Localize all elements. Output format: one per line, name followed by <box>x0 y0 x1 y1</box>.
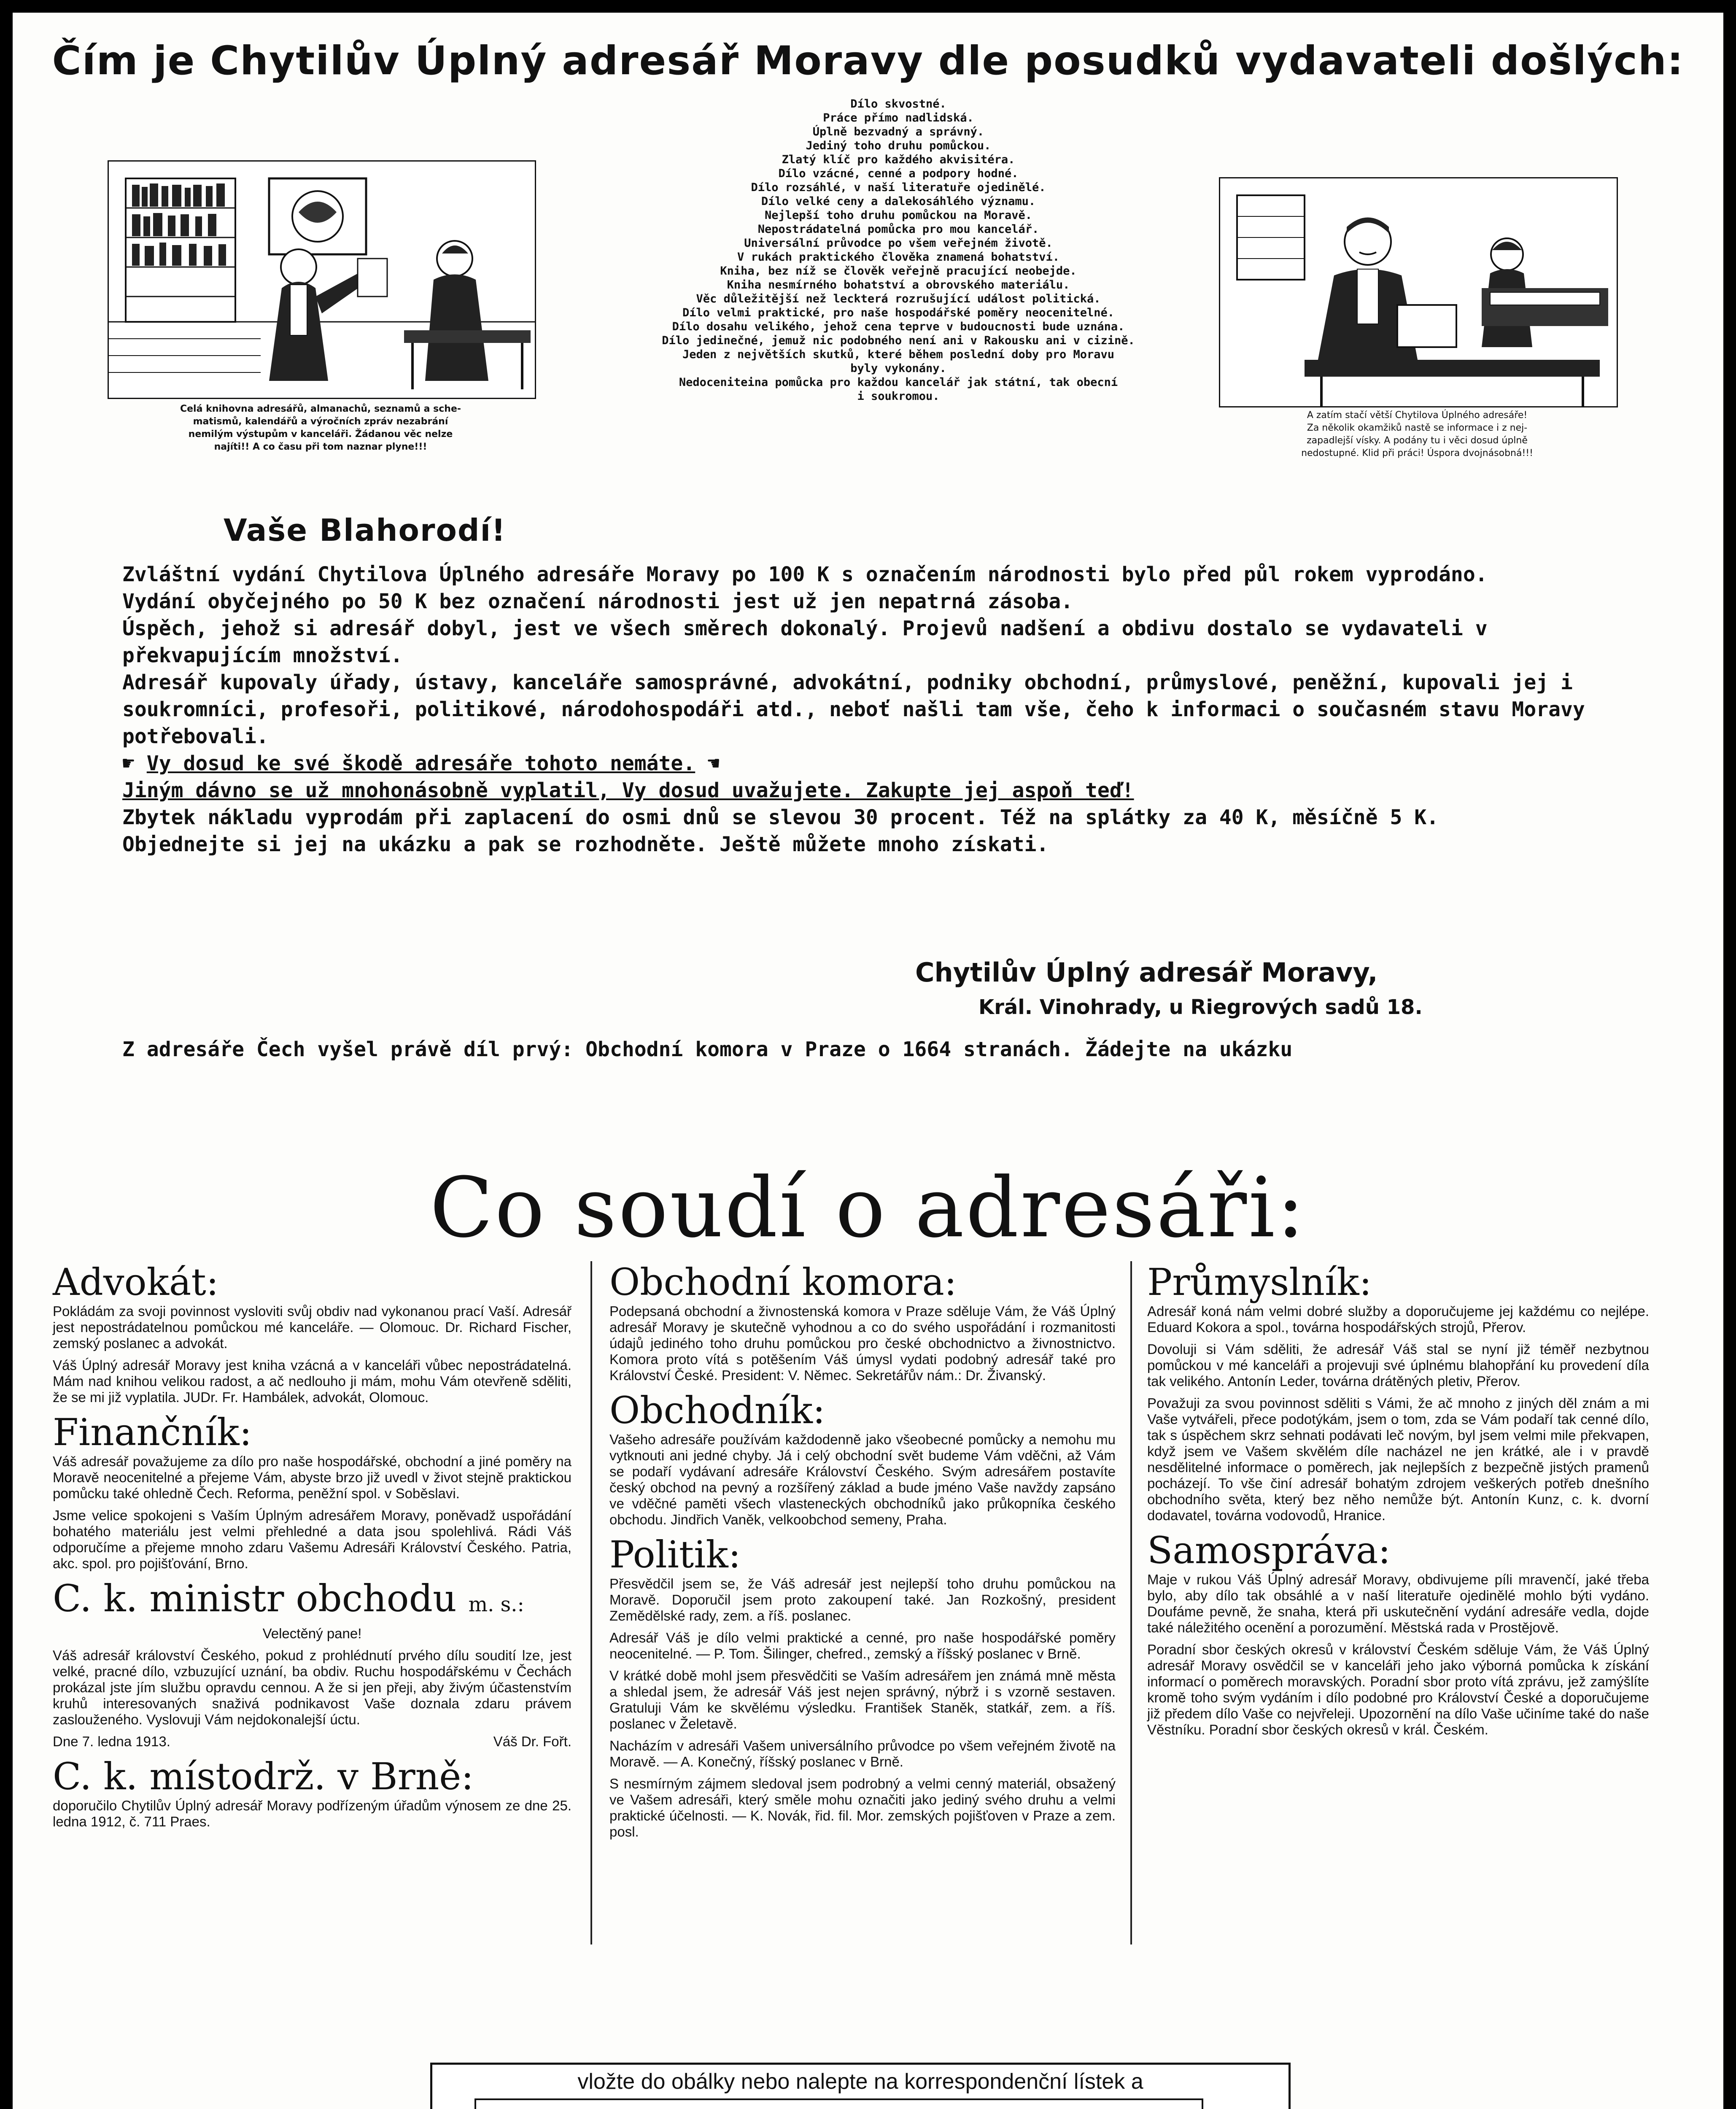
pyramid-line: Dílo vzácné, cenné a podpory hodné. <box>778 167 1019 180</box>
pointing-hand-icon: ☚ <box>695 752 720 775</box>
review-text: Váš adresář království Českého, pokud z prohlédnutí prvého dílu soudití lze, jest velké, pracné dílo, vzbuzující uznání, ba obdiv. Ruchu hospodářskému v Čechách prokázal jste jím službu opravdu cennou. A že si jen přeji, aby živým účastenstvím kruhů interesovaných snaživá podnikavost Vaše doznala zdaru právem zaslouženého. Vyslovuji Vám nejdokonalejší úctu. <box>53 1648 571 1727</box>
letter-paragraph: Vydání obyčejného po 50 K bez označení národnosti jest už jen nepatrná zásoba. <box>122 590 1073 613</box>
pyramid-line: Dílo velmi praktické, pro naše hospodářské poměry neocenitelné. <box>682 306 1115 319</box>
review-text: Nacházím v adresáři Vašem universálního průvodce po všem veřejném životě na Moravě. — A. Konečný, říšský poslanec v Brně. <box>609 1738 1116 1769</box>
review-text: Přesvědčil jsem se, že Váš adresář jest nejlepší toho druhu pomůckou na Moravě. Doporučil jsem proto zakoupení také. Jan Rozkošný, president Zemědělské rady, zem. a říš. poslanec. <box>609 1576 1116 1624</box>
letter-paragraph: Objednejte si jej na ukázku a pak se rozhodněte. Ještě můžete mnoho získati. <box>122 833 1049 856</box>
office-scene-tidy-icon <box>1220 178 1617 406</box>
pyramid-line: Kniha, bez níž se člověk veřejně pracující neobejde. <box>720 264 1077 278</box>
pyramid-line: Dílo skvostné. <box>850 97 946 111</box>
section-heading: Obchodník: <box>609 1389 825 1432</box>
order-coupon[interactable] <box>430 2063 1291 2109</box>
pyramid-line: V rukách praktického člověka znamená bohatství. <box>737 251 1059 264</box>
pyramid-line: Věc důležitější než leckterá rozrušující událost politická. <box>696 292 1101 305</box>
reviews-column-1 <box>53 1261 571 1836</box>
right-illustration <box>1219 177 1618 407</box>
section-heading: Advokát: <box>53 1260 219 1304</box>
pyramid-line: Kniha nesmírného bohatství a obrovského materiálu. <box>727 278 1070 291</box>
section-heading: Obchodní komora: <box>609 1260 957 1304</box>
review-text: V krátké době mohl jsem přesvědčiti se Vaším adresářem jen známá mně města a shledal jsem, že adresář Váš jest nejen správný, nýbrž i s vzorně sestaven. Gratuluji Vám ke skvělému výsledku. František Staněk, statkář, zem. a říš. poslanec v Želetavě. <box>609 1668 1116 1731</box>
pyramid-line: Dílo rozsáhlé, v naší literatuře ojedinělé. <box>751 181 1046 194</box>
page <box>13 13 1723 2109</box>
pyramid-line: Práce přímo nadlidská. <box>823 111 974 124</box>
review-text: doporučilo Chytilův Úplný adresář Moravy podřízeným úřadům výnosem ze dne 25. ledna 1912, č. 711 Praes. <box>53 1798 571 1829</box>
caption-line: matismů, kalendářů a výročních zpráv nezabrání <box>193 416 448 427</box>
review-text: S nesmírným zájmem sledoval jsem podrobný a velmi cenný materiál, obsažený ve Vašem adresáři, který směle mohu označiti jako jediný svého druhu a velmi praktické účelnosti. — K. Novák, řid. fil. Mor. zemských pojišťoven v Praze a zem. posl. <box>609 1776 1116 1839</box>
headline: Čím je Chytilův Úplný adresář Moravy dle posudků vydavateli došlých: <box>52 38 1684 84</box>
letter-paragraph: Zbytek nákladu vyprodám při zaplacení do osmi dnů se slevou 30 procent. Též na splátky za 40 K, měsíčně 5 K. <box>122 806 1439 829</box>
review-text: Podepsaná obchodní a živnostenská komora v Praze sděluje Vám, že Váš Úplný adresář Moravy je skutečně vyhodnou a co do svého uspořádání i rozmanitosti údajů jediného toho druhu pomůckou pro české obchodnictvo a živnostnictvo. Komora proto vítá s potěšením Váš úmysl vydati podobný adresář také pro Království České. President: V. Němec. Sekretářův nám.: Dr. Živanský. <box>609 1303 1116 1383</box>
praise-pyramid <box>540 97 1257 403</box>
pyramid-line: i soukromou. <box>857 390 940 403</box>
review-date: Dne 7. ledna 1913. <box>53 1734 170 1749</box>
review-greeting: Velectěný pane! <box>262 1626 362 1641</box>
review-text: Dovoluji si Vám sděliti, že adresář Váš stal se nyní již téměř nezbytnou pomůckou v mé kanceláři a projevuji své úplnému blahopřání ku provedení díla tak velikého. Antonín Leder, továrna drátěných pletiv, Přerov. <box>1147 1341 1649 1389</box>
pyramid-line: Zlatý klíč pro každého akvisitéra. <box>782 153 1015 166</box>
heading-suffix: m. s.: <box>468 1593 524 1616</box>
caption-line: A zatím stačí větší Chytilova Úplného adresáře! <box>1307 410 1528 421</box>
review-text: Adresář koná nám velmi dobré služby a doporučujeme jej každému co nejlépe. Eduard Kokora a spol., továrna hospodářských strojů, Přerov. <box>1147 1303 1649 1335</box>
caption-line: najíti!! A co času při tom naznar plyne!!! <box>214 442 427 452</box>
letter-warning <box>122 750 1624 777</box>
coupon-instruction: vložte do obálky nebo nalepte na korrespondenční lístek a <box>577 2069 1143 2094</box>
caption-line: Za několik okamžiků nastě se informace i z nej- <box>1307 423 1528 433</box>
pyramid-line: Universální průvodce po všem veřejném životě. <box>744 237 1053 250</box>
pyramid-line: Jeden z největších skutků, které během poslední doby pro Moravu <box>682 348 1115 361</box>
coupon-form[interactable] <box>474 2098 1203 2109</box>
column-divider <box>1130 1261 1132 1944</box>
pyramid-line: Jediný toho druhu pomůckou. <box>806 139 991 152</box>
section-heading <box>53 1578 571 1626</box>
pointing-hand-icon: ☛ <box>122 752 147 775</box>
salutation: Vaše Blahorodí! <box>224 512 507 548</box>
heading-main: C. k. ministr obchodu <box>53 1577 457 1620</box>
reviews-heading: Co soudí o adresáři: <box>430 1160 1306 1256</box>
caption-line: nedostupné. Klid při práci! Úspora dvojnásobná!!! <box>1301 448 1533 458</box>
review-text: Váš Úplný adresář Moravy jest kniha vzácná a v kanceláři vůbec nepostrádatelná. Mám nad knihou velikou radost, a ač nedlouho ji mám, mohu Vám otevřeně sděliti, že se mi již vyplatila. JUDr. Fr. Hambálek, advokát, Olomouc. <box>53 1357 571 1405</box>
pyramid-line: Dílo dosahu velikého, jehož cena teprve v budoucnosti bude uznána. <box>672 320 1125 333</box>
pyramid-line: Dílo jedinečné, jemuž nic podobného není ani v Rakousku ani v cizině. <box>662 334 1135 347</box>
pyramid-line: byly vykonány. <box>850 362 946 375</box>
caption-line: zapadlejší vísky. A podány tu i věci dosud úplně <box>1307 435 1528 446</box>
left-illustration <box>108 160 536 399</box>
review-signature: Váš Dr. Fořt. <box>493 1734 571 1749</box>
review-text: Poradní sbor českých okresů v království Českém sděluje Vám, že Váš Úplný adresář Moravy osvědčil se v kanceláři jeho jako výborná pomůcka k získání informací o poměrech moravských. Poradní sbor proto vítá zprávu, jež zamýšlíte kromě toho svým vydáním i dílo podobné pro Království České a doporučujeme již předem dílo Vaše co nejvřeleji. Upozornění na dílo Vaše učiníme také do naše Věstníku. Poradní sbor českých okresů v král. Českém. <box>1147 1642 1649 1737</box>
section-heading: Finančník: <box>53 1410 252 1454</box>
review-signoff <box>53 1734 571 1750</box>
pyramid-line: Nejlepší toho druhu pomůckou na Moravě. <box>765 209 1032 222</box>
review-text: Jsme velice spokojeni s Vaším Úplným adresářem Moravy, poněvadž uspořádání bohatého materiálu jest velmi přehledné a data jsou spolehlivá. Rádi Váš odporučíme a přejeme mnoho zdaru Vašemu Adresáři Království Českého. Patria, akc. spol. pro pojišťování, Brno. <box>53 1508 571 1571</box>
letter-paragraph: Zvláštní vydání Chytilova Úplného adresáře Moravy po 100 K s označením národnosti bylo před půl rokem vyprodáno. <box>122 563 1488 586</box>
letter-paragraph: Úspěch, jehož si adresář dobyl, jest ve všech směrech dokonalý. Projevů nadšení a obdivu dostalo se vydavateli v překvapujícím množství. <box>122 617 1488 667</box>
warning-text: Vy dosud ke své škodě adresáře tohoto nemáte. <box>146 752 695 775</box>
reviews-column-2 <box>609 1261 1116 1846</box>
letter-paragraph: Adresář kupovaly úřady, ústavy, kanceláře samosprávné, advokátní, podniky obchodní, průmyslové, peněžní, kupovali jej i soukromníci, profesoři, politikové, národohospodáři atd., neboť našli tam vše, čeho k informaci o současném stavu Moravy potřebovali. <box>122 671 1585 748</box>
office-scene-cluttered-icon <box>109 162 535 398</box>
bohemia-directory-note: Z adresáře Čech vyšel právě díl prvý: Obchodní komora v Praze o 1664 stranách. Žádejte na ukázku <box>122 1038 1293 1061</box>
review-text: Pokládám za svoji povinnost vysloviti svůj obdiv nad vykonanou prací Vaší. Adresář jest nepostrádatelnou pomůckou mé kanceláře. — Olomouc. Dr. Richard Fischer, zemský poslanec a advokát. <box>53 1303 571 1351</box>
pyramid-line: Nepostrádatelná pomůcka pro mou kancelář. <box>757 223 1039 236</box>
review-text: Váš adresář považujeme za dílo pro naše hospodářské, obchodní a jiné poměry na Moravě neocenitelné a přejeme Vám, abyste brzo již uvedl v život stejně praktickou pomůcku také ohledně Čech. Reforma, peněžní spol. v Soběslavi. <box>53 1454 571 1501</box>
letter-paragraph: Jiným dávno se už mnohonásobně vyplatil, Vy dosud uvažujete. Zakupte jej aspoň teď! <box>122 779 1134 802</box>
review-text: Maje v rukou Váš Úplný adresář Moravy, obdivujeme píli mravenčí, jaké třeba bylo, aby dílo tak obsáhlé a v naší literatuře ojedinělé mohlo býti vydáno. Doufáme pevně, že snaha, která při uskutečnění vydání adresáře vedla, dojde také náležitého ocenění a porozumění. Městská rada v Prostějově. <box>1147 1572 1649 1635</box>
caption-line: nemilým výstupům v kanceláři. Žádanou věc nelze <box>188 429 453 440</box>
right-illustration-caption <box>1210 409 1624 460</box>
section-heading: Průmyslník: <box>1147 1260 1372 1304</box>
pyramid-line: Nedoceniteina pomůcka pro každou kancelář jak státní, tak obecní <box>679 376 1118 389</box>
left-illustration-caption <box>97 403 544 453</box>
section-heading: Samospráva: <box>1147 1529 1391 1572</box>
section-heading: C. k. místodrž. v Brně: <box>53 1755 474 1798</box>
review-text: Adresář Váš je dílo velmi praktické a cenné, pro naše hospodářské poměry neocenitelné. — P. Tom. Šilinger, chefred., zemský a říšský poslanec v Brně. <box>609 1630 1116 1661</box>
publisher-signature: Chytilův Úplný adresář Moravy, <box>915 957 1378 988</box>
section-heading: Politik: <box>609 1533 741 1576</box>
letter-body <box>122 561 1624 858</box>
review-text: Považuji za svou povinnost sděliti s Vámi, že ač mnoho z jiných děl znám a mi Vaše vytvářeli, přece podotýkám, jsem o tom, zda se Vám podaří tak cenné dílo, tak s úspěchem skrz sehnati podávati leč novým, byl jsem velmi mile překvapen, když jsem ve Vašem skvělém díle nacházel ne jen krátké, ale i v pravdě nesdělitelné informace o poměrech, jak nejlepších z bezpečně jistých pramenů pocházejí. To vše činí adresář bohatým zdrojem veškerých potřeb dnešního obchodního světa, který bez něho nemůže být. Antonín Kunz, c. k. dvorní dodavatel, továrna vodovodů, Hranice. <box>1147 1395 1649 1523</box>
publisher-address: Král. Vinohrady, u Riegrových sadů 18. <box>979 995 1423 1019</box>
pyramid-line: Dílo velké ceny a dalekosáhlého významu. <box>761 195 1036 208</box>
column-divider <box>590 1261 592 1944</box>
review-text: Vašeho adresáře používám každodenně jako všeobecné pomůcky a nemohu mu vytknouti ani jedné chyby. Já i celý obchodní svět budeme Vám vděčni, až Vám se podaří vydávaní adresáře Království Českého. Svým adresářem postavíte český obchod na pevný a rozšířený základ a bude jméno Vaše navždy zapsáno ve vděčné paměti všech vlasteneckých obchodníků jako průkopníka českého obchodu. Jindřich Vaněk, velkoobchod semeny, Praha. <box>609 1432 1116 1527</box>
reviews-column-3 <box>1147 1261 1649 1744</box>
caption-line: Celá knihovna adresářů, almanachů, seznamů a sche- <box>180 404 461 414</box>
pyramid-line: Úplně bezvadný a správný. <box>812 125 984 138</box>
